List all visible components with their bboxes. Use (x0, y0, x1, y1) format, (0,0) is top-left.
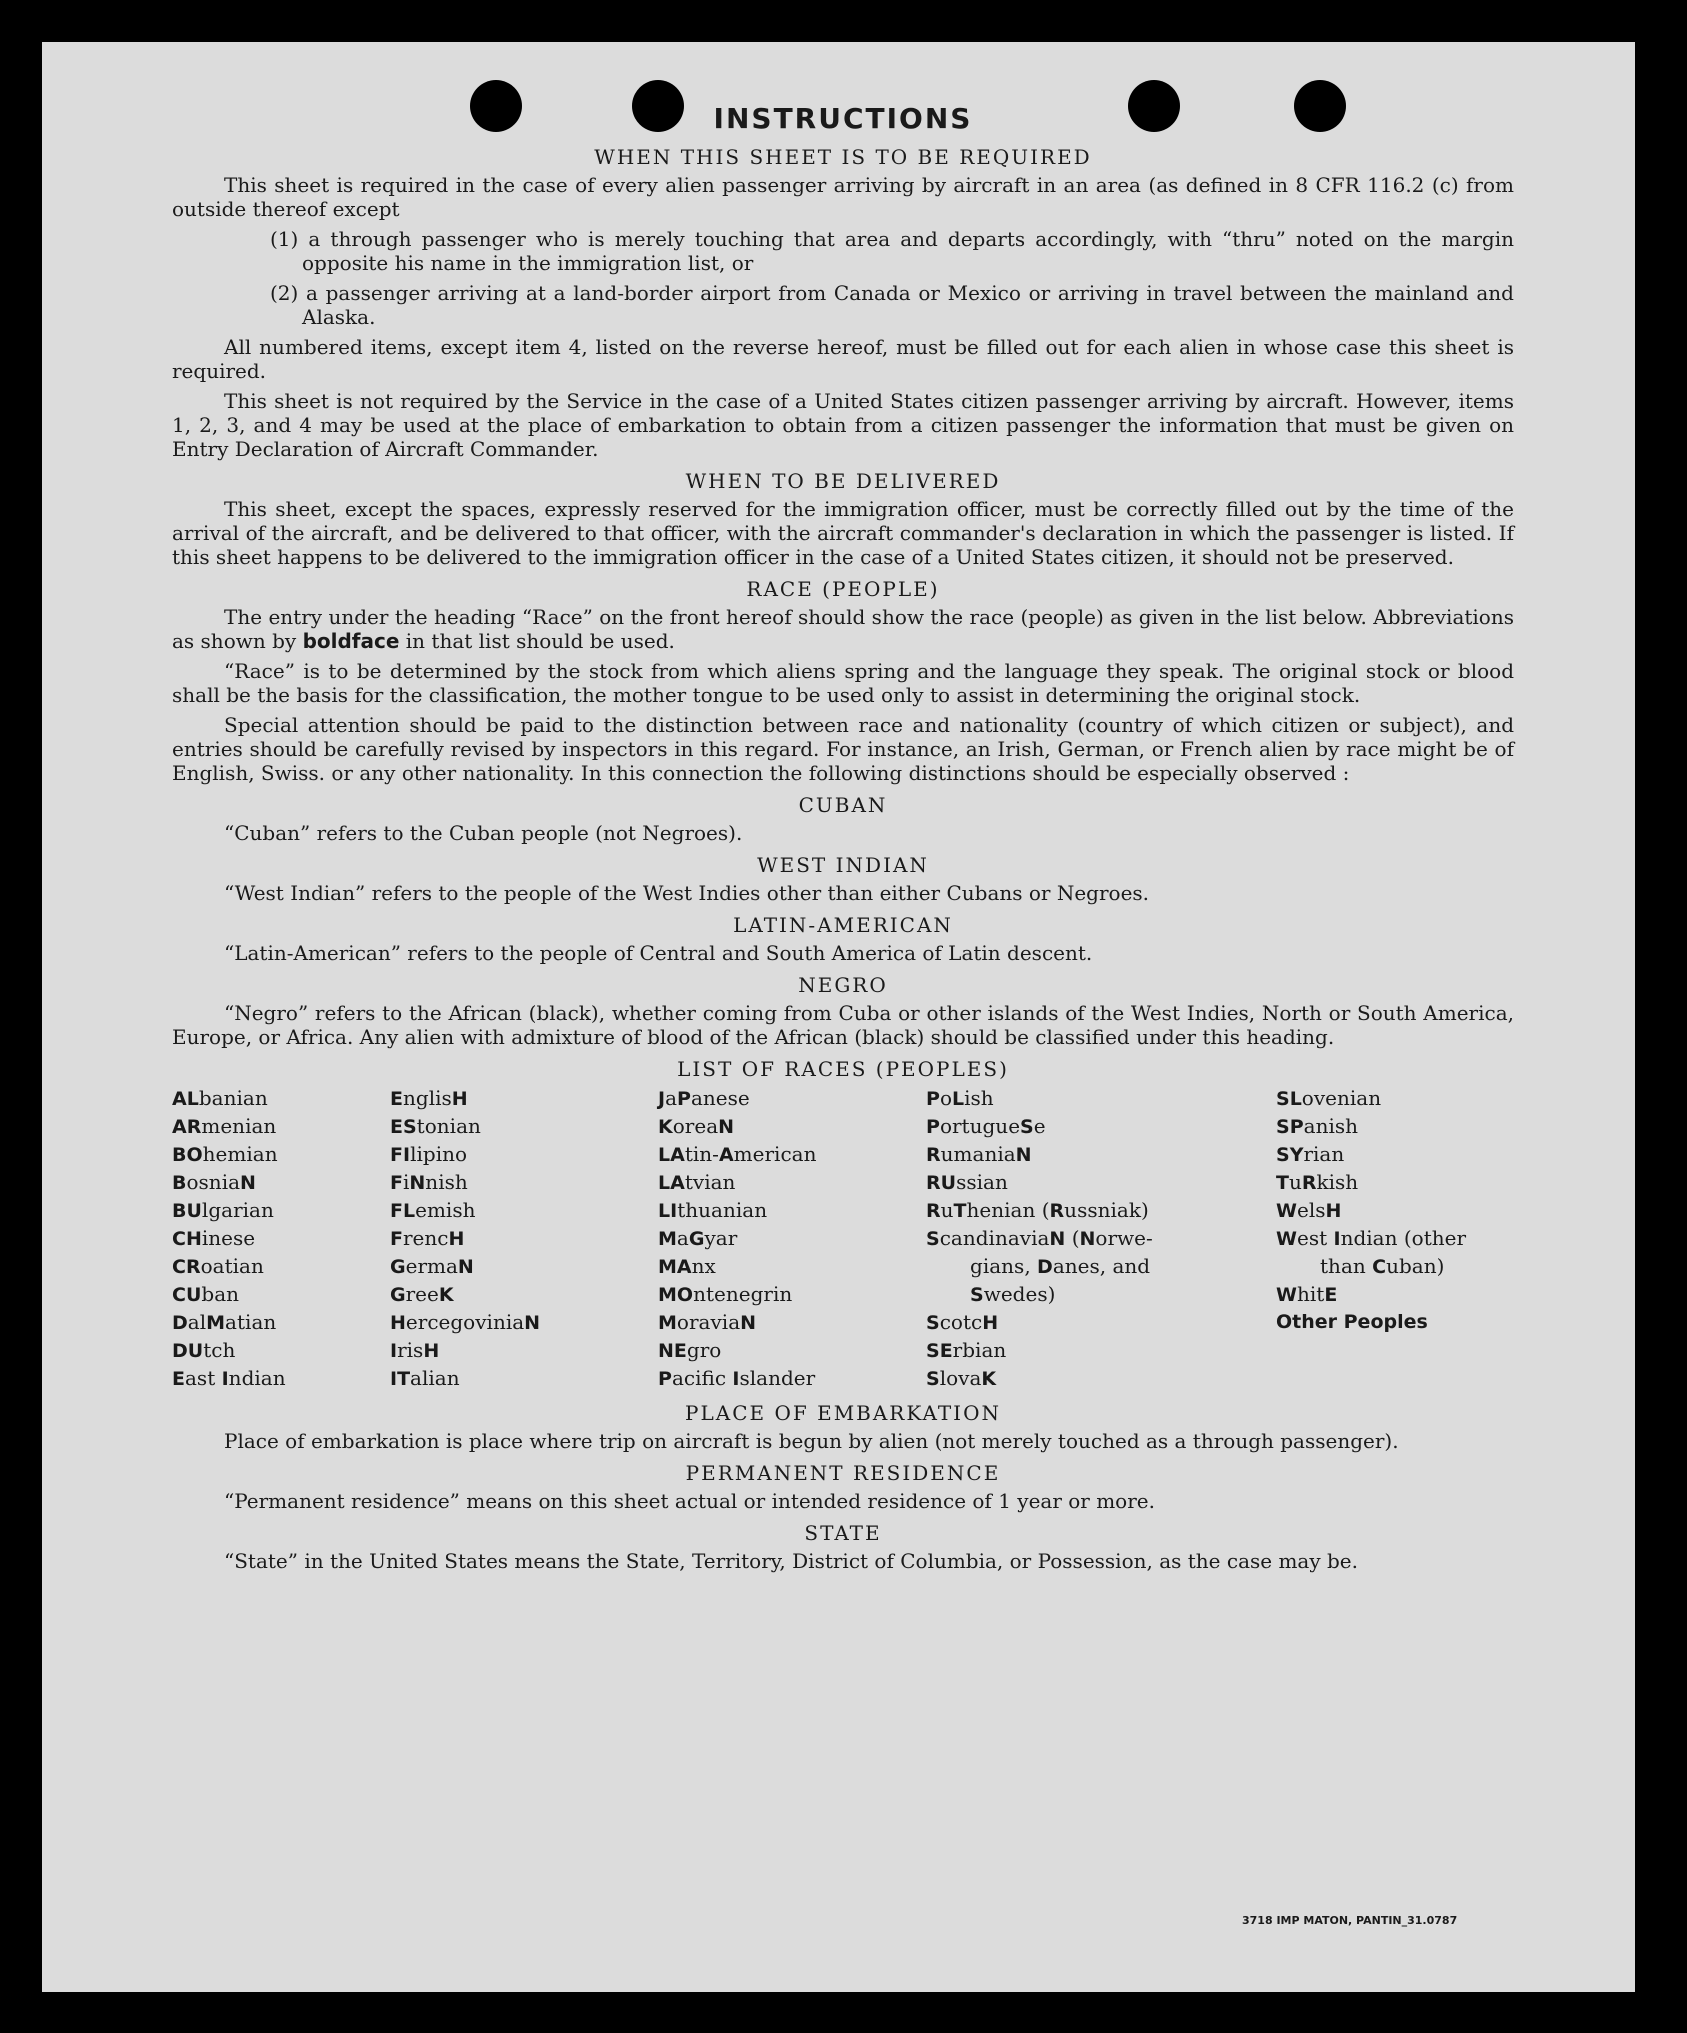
heading-west-indian: WEST INDIAN (757, 853, 929, 877)
race-entry: DalMatian (172, 1310, 277, 1334)
race-entry: East Indian (172, 1366, 286, 1390)
race-entry: RuThenian (Russniak) (926, 1198, 1149, 1222)
race-entry: MAnx (658, 1254, 716, 1278)
race-entry: FLemish (390, 1198, 476, 1222)
paragraph: This sheet, except the spaces, expressly reserved for the immigration officer, must be correctly filled out by the time of the arrival of the aircraft, and be delivered to that officer, with the aircraft commander's declaration in which the passenger is listed. If this sheet happens to be delivered to the immigration officer in the case of a United States citizen, it should not be preserved. (172, 497, 1514, 569)
paragraph: The entry under the heading “Race” on the front hereof should show the race (people) as given in the list below. Abbreviations as shown by boldface in that list should be used. (172, 605, 1514, 653)
paragraph: This sheet is not required by the Service in the case of a United States citizen passenger arriving by aircraft. However, items 1, 2, 3, and 4 may be used at the place of embarkation to obtain from a citizen passenger the information that must be given on Entry Declaration of Aircraft Commander. (172, 389, 1514, 461)
race-entry: WelsH (1276, 1198, 1342, 1222)
paragraph: “Latin-American” refers to the people of Central and South America of Latin descent. (224, 941, 1093, 965)
race-entry: EStonian (390, 1114, 481, 1138)
race-entry: GermaN (390, 1254, 474, 1278)
printer-imprint: 3718 IMP MATON, PANTIN_31.0787 (1242, 1914, 1458, 1927)
heading-race: RACE (PEOPLE) (746, 577, 940, 601)
race-entry: LIthuanian (658, 1198, 768, 1222)
race-entry: BUlgarian (172, 1198, 274, 1222)
race-entry: IrisH (390, 1338, 440, 1362)
race-entry: LAtvian (658, 1170, 736, 1194)
race-entry: PoLish (926, 1086, 994, 1110)
race-entry: SLovenian (1276, 1086, 1382, 1110)
race-entry: JaPanese (658, 1086, 750, 1110)
race-entry: gians, Danes, and (970, 1254, 1151, 1278)
race-entry: WhitE (1276, 1282, 1338, 1306)
race-entry: Pacifc Islander (658, 1366, 816, 1390)
race-entry: RumaniaN (926, 1142, 1032, 1166)
race-entry: Swedes) (970, 1282, 1056, 1306)
heading-negro: NEGRO (798, 973, 888, 997)
instructions-body (172, 102, 1514, 1579)
race-entry: ITalian (390, 1366, 460, 1390)
race-entry: West Indian (other (1276, 1226, 1467, 1250)
race-entry: BosniaN (172, 1170, 256, 1194)
race-entry: CUban (172, 1282, 240, 1306)
race-entry: ScandinaviaN (Norwe- (926, 1226, 1153, 1250)
paragraph-item-2: (2) a passenger arriving at a land-border airport from Canada or Mexico or arriving in travel between the mainland and Alaska. (270, 281, 1514, 329)
paragraph: This sheet is required in the case of every alien passenger arriving by aircraft in an area (as defined in 8 CFR 116.2 (c) from outside thereof except (172, 173, 1514, 221)
boldface-word: boldface (302, 629, 400, 653)
race-entry: NEgro (658, 1338, 722, 1362)
races-column (1276, 1085, 1514, 1393)
document-page (42, 42, 1635, 1992)
race-entry: HercegoviniaN (390, 1310, 541, 1334)
race-entry: MaGyar (658, 1226, 738, 1250)
race-entry: MoraviaN (658, 1310, 757, 1334)
heading-embarkation: PLACE OF EMBARKATION (685, 1401, 1001, 1425)
heading-required: WHEN THIS SHEET IS TO BE REQUIRED (594, 145, 1092, 169)
heading-state: STATE (804, 1521, 882, 1545)
paragraph: Special attention should be paid to the distinction between race and nationality (country of which citizen or subject), and entries should be carefully revised by inspectors in this regard. For instance, an Irish, German, or French alien by race might be of English, Swiss. or any other nationality. In this connection the following distinctions should be especially observed : (172, 713, 1514, 785)
race-entry: CRoatian (172, 1254, 264, 1278)
paragraph: Place of embarkation is place where trip on aircraft is begun by alien (not merely touched as a through passenger). (224, 1429, 1399, 1453)
race-entry: SErbian (926, 1338, 1007, 1362)
race-entry: Other Peoples (1276, 1311, 1428, 1333)
races-list (172, 1085, 1514, 1393)
race-entry: EnglisH (390, 1086, 468, 1110)
races-column (172, 1085, 390, 1393)
race-entry: FiNnish (390, 1170, 468, 1194)
heading-latin-american: LATIN-AMERICAN (733, 913, 953, 937)
race-entry: ARmenian (172, 1114, 277, 1138)
race-entry: than Cuban) (1320, 1254, 1445, 1278)
paragraph: “Race” is to be determined by the stock from which aliens spring and the language they speak. The original stock or blood shall be the basis for the classification, the mother tongue to be used only to assist in determining the original stock. (172, 659, 1514, 707)
race-entry: FIlipino (390, 1142, 468, 1166)
heading-residence: PERMANENT RESIDENCE (685, 1461, 1001, 1485)
heading-cuban: CUBAN (798, 793, 888, 817)
race-entry: KoreaN (658, 1114, 735, 1138)
paragraph: “Cuban” refers to the Cuban people (not Negroes). (224, 821, 743, 845)
race-entry: ALbanian (172, 1086, 268, 1110)
paragraph: All numbered items, except item 4, listed on the reverse hereof, must be filled out for each alien in whose case this sheet is required. (172, 335, 1514, 383)
race-entry: SPanish (1276, 1114, 1359, 1138)
race-entry: RUssian (926, 1170, 1008, 1194)
race-entry: LAtin-American (658, 1142, 817, 1166)
race-entry: FrencH (390, 1226, 465, 1250)
race-entry: DUtch (172, 1338, 236, 1362)
race-entry: MOntenegrin (658, 1282, 793, 1306)
page-title: INSTRUCTIONS (713, 102, 973, 135)
race-entry: SlovaK (926, 1366, 997, 1390)
race-entry: BOhemian (172, 1142, 278, 1166)
paragraph: “West Indian” refers to the people of the West Indies other than either Cubans or Negroes. (224, 881, 1150, 905)
paragraph: “Permanent residence” means on this sheet actual or intended residence of 1 year or more. (224, 1489, 1155, 1513)
race-entry: CHinese (172, 1226, 256, 1250)
race-entry: ScotcH (926, 1310, 999, 1334)
race-entry: GreeK (390, 1282, 454, 1306)
paragraph: “State” in the United States means the State, Territory, District of Columbia, or Possession, as the case may be. (224, 1549, 1358, 1573)
paragraph-item-1: (1) a through passenger who is merely touching that area and departs accordingly, with “thru” noted on the margin opposite his name in the immigration list, or (270, 227, 1514, 275)
races-column (390, 1085, 658, 1393)
race-entry: PortugueSe (926, 1114, 1046, 1138)
paragraph: “Negro” refers to the African (black), whether coming from Cuba or other islands of the West Indies, North or South America, Europe, or Africa. Any alien with admixture of blood of the African (black) should be classified under this heading. (172, 1001, 1514, 1049)
heading-list-of-races: LIST OF RACES (PEOPLES) (677, 1057, 1009, 1081)
heading-delivered: WHEN TO BE DELIVERED (685, 469, 1001, 493)
races-column (926, 1085, 1276, 1393)
races-column (658, 1085, 926, 1393)
race-entry: SYrian (1276, 1142, 1345, 1166)
race-entry: TuRkish (1276, 1170, 1359, 1194)
